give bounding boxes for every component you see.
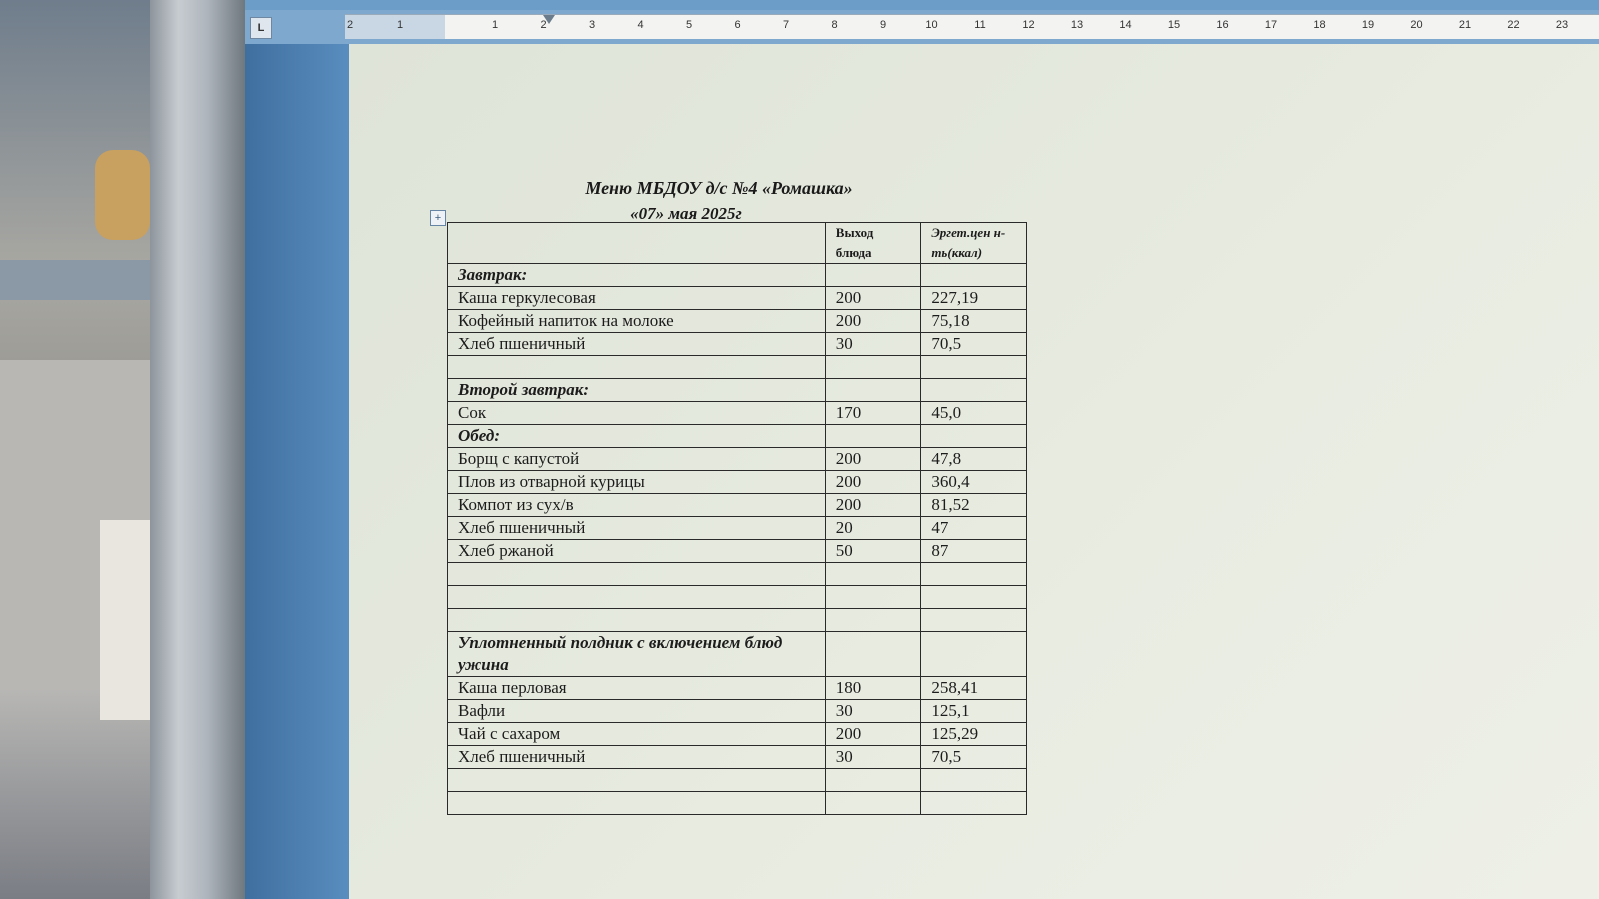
ruler-left-margin bbox=[345, 15, 445, 39]
ruler-number: 10 bbox=[925, 19, 938, 31]
table-row bbox=[448, 356, 1027, 379]
cell-energy[interactable] bbox=[921, 609, 1027, 632]
ruler-number: 7 bbox=[782, 19, 790, 31]
cell-dish-name[interactable]: Хлеб пшеничный bbox=[448, 746, 826, 769]
cell-energy[interactable]: 70,5 bbox=[921, 746, 1027, 769]
table-row bbox=[448, 746, 1027, 769]
cell-yield[interactable]: 200 bbox=[825, 494, 921, 517]
cell-dish-name[interactable]: Каша перловая bbox=[448, 677, 826, 700]
table-row bbox=[448, 700, 1027, 723]
cell-dish-name[interactable] bbox=[448, 356, 826, 379]
cell-energy[interactable]: 87 bbox=[921, 540, 1027, 563]
ruler-number: 13 bbox=[1070, 19, 1084, 31]
cell-yield[interactable] bbox=[825, 563, 921, 586]
cell-yield[interactable] bbox=[825, 609, 921, 632]
table-header-row bbox=[448, 223, 1027, 264]
ruler-number: 23 bbox=[1555, 19, 1569, 31]
cell-yield[interactable]: 200 bbox=[825, 310, 921, 333]
monitor-bezel bbox=[150, 0, 245, 899]
cell-yield[interactable]: 20 bbox=[825, 517, 921, 540]
ruler-number: 9 bbox=[879, 19, 887, 31]
ruler-number: 1 bbox=[396, 19, 404, 31]
cell-dish-name[interactable]: Хлеб пшеничный bbox=[448, 333, 826, 356]
table-row bbox=[448, 723, 1027, 746]
ruler-number: 15 bbox=[1167, 19, 1181, 31]
cell-yield[interactable] bbox=[825, 379, 921, 402]
cell-energy[interactable] bbox=[921, 769, 1027, 792]
table-row bbox=[448, 563, 1027, 586]
paper-stack bbox=[100, 520, 150, 720]
horizontal-ruler[interactable] bbox=[245, 10, 1599, 44]
table-row bbox=[448, 517, 1027, 540]
cell-dish-name[interactable]: Кофейный напиток на молоке bbox=[448, 310, 826, 333]
ruler-number: 11 bbox=[974, 19, 986, 31]
cell-dish-name[interactable] bbox=[448, 769, 826, 792]
table-section-row bbox=[448, 632, 1027, 677]
cell-yield[interactable]: 30 bbox=[825, 700, 921, 723]
table-row bbox=[448, 402, 1027, 425]
table-row bbox=[448, 540, 1027, 563]
cell-yield[interactable]: 200 bbox=[825, 471, 921, 494]
cell-dish-name[interactable]: Хлеб ржаной bbox=[448, 540, 826, 563]
left-page-margin-area bbox=[245, 44, 355, 899]
cell-energy[interactable] bbox=[921, 563, 1027, 586]
cell-energy[interactable]: 70,5 bbox=[921, 333, 1027, 356]
cell-energy[interactable]: 125,1 bbox=[921, 700, 1027, 723]
header-cell-yield[interactable]: Выход блюда bbox=[825, 223, 921, 264]
cell-yield[interactable] bbox=[825, 632, 921, 677]
table-row bbox=[448, 586, 1027, 609]
cell-dish-name[interactable]: Каша геркулесовая bbox=[448, 287, 826, 310]
table-row bbox=[448, 494, 1027, 517]
ruler-number: 20 bbox=[1410, 19, 1423, 31]
cell-energy[interactable] bbox=[921, 632, 1027, 677]
cell-energy[interactable]: 47 bbox=[921, 517, 1027, 540]
cell-dish-name[interactable]: Обед: bbox=[448, 425, 826, 448]
cell-energy[interactable]: 360,4 bbox=[921, 471, 1027, 494]
ruler-number: 5 bbox=[685, 19, 693, 31]
word-window bbox=[245, 0, 1599, 899]
cell-dish-name[interactable]: Борщ с капустой bbox=[448, 448, 826, 471]
cell-energy[interactable] bbox=[921, 356, 1027, 379]
cell-yield[interactable] bbox=[825, 356, 921, 379]
menu-table[interactable] bbox=[447, 222, 1027, 815]
ruler-number: 3 bbox=[588, 19, 596, 31]
cell-dish-name[interactable]: Чай с сахаром bbox=[448, 723, 826, 746]
cell-dish-name[interactable]: Завтрак: bbox=[448, 264, 826, 287]
document-page[interactable] bbox=[349, 44, 1599, 899]
ruler-number: 8 bbox=[831, 19, 838, 31]
cell-yield[interactable] bbox=[825, 425, 921, 448]
cell-dish-name[interactable]: Плов из отварной курицы bbox=[448, 471, 826, 494]
cell-energy[interactable]: 258,41 bbox=[921, 677, 1027, 700]
cell-energy[interactable]: 75,18 bbox=[921, 310, 1027, 333]
table-section-row bbox=[448, 425, 1027, 448]
cell-energy[interactable]: 227,19 bbox=[921, 287, 1027, 310]
table-row bbox=[448, 471, 1027, 494]
window-top-strip bbox=[245, 0, 1599, 10]
ruler-number: 6 bbox=[734, 19, 741, 31]
cell-yield[interactable]: 200 bbox=[825, 448, 921, 471]
cell-yield[interactable] bbox=[825, 264, 921, 287]
table-move-handle-icon[interactable]: + bbox=[430, 210, 446, 226]
table-row bbox=[448, 677, 1027, 700]
cell-energy[interactable] bbox=[921, 586, 1027, 609]
cell-yield[interactable] bbox=[825, 792, 921, 815]
ruler-number: 14 bbox=[1119, 19, 1132, 31]
cell-yield[interactable]: 30 bbox=[825, 746, 921, 769]
header-cell-energy[interactable]: Эргет.цен н-ть(ккал) bbox=[921, 223, 1027, 264]
cell-dish-name[interactable]: Уплотненный полдник с включением блюд ужина bbox=[448, 632, 826, 677]
ruler-number: 4 bbox=[637, 19, 644, 31]
cell-dish-name[interactable]: Компот из сух/в bbox=[448, 494, 826, 517]
document-title: Меню МБДОУ д/с №4 «Ромашка» bbox=[585, 178, 853, 198]
table-row bbox=[448, 310, 1027, 333]
cell-yield[interactable]: 50 bbox=[825, 540, 921, 563]
cell-energy[interactable]: 81,52 bbox=[921, 494, 1027, 517]
ruler-number: 17 bbox=[1264, 19, 1278, 31]
cell-dish-name[interactable] bbox=[448, 586, 826, 609]
cell-yield[interactable]: 170 bbox=[825, 402, 921, 425]
cell-energy[interactable] bbox=[921, 792, 1027, 815]
ruler-number: 2 bbox=[346, 19, 354, 31]
table-section-row bbox=[448, 264, 1027, 287]
ruler-number: 1 bbox=[491, 19, 499, 31]
ruler-number: 19 bbox=[1361, 19, 1375, 31]
table-row bbox=[448, 448, 1027, 471]
ruler-bar[interactable] bbox=[345, 14, 1599, 39]
cell-energy[interactable] bbox=[921, 425, 1027, 448]
ruler-number: 2 bbox=[540, 19, 547, 31]
bag bbox=[95, 150, 150, 240]
cell-yield[interactable]: 30 bbox=[825, 333, 921, 356]
cell-energy[interactable]: 125,29 bbox=[921, 723, 1027, 746]
tab-selector-button[interactable]: L bbox=[250, 17, 272, 39]
document-date: «07» мая 2025г bbox=[630, 204, 742, 223]
cell-dish-name[interactable] bbox=[448, 792, 826, 815]
table-row bbox=[448, 792, 1027, 815]
shelf bbox=[0, 260, 150, 300]
cell-dish-name[interactable]: Сок bbox=[448, 402, 826, 425]
cell-yield[interactable]: 200 bbox=[825, 287, 921, 310]
ruler-number: 22 bbox=[1507, 19, 1520, 31]
background-room bbox=[0, 0, 150, 899]
cell-dish-name[interactable]: Хлеб пшеничный bbox=[448, 517, 826, 540]
table-row bbox=[448, 769, 1027, 792]
table-row bbox=[448, 609, 1027, 632]
cell-energy[interactable]: 47,8 bbox=[921, 448, 1027, 471]
cell-yield[interactable]: 200 bbox=[825, 723, 921, 746]
cell-dish-name[interactable] bbox=[448, 609, 826, 632]
cell-yield[interactable] bbox=[825, 769, 921, 792]
table-row bbox=[448, 287, 1027, 310]
table-section-row bbox=[448, 379, 1027, 402]
cell-energy[interactable] bbox=[921, 379, 1027, 402]
ruler-number: 18 bbox=[1313, 19, 1326, 31]
cell-energy[interactable] bbox=[921, 264, 1027, 287]
cell-dish-name[interactable]: Второй завтрак: bbox=[448, 379, 826, 402]
ruler-number: 12 bbox=[1022, 19, 1035, 31]
cell-yield[interactable]: 180 bbox=[825, 677, 921, 700]
cell-yield[interactable] bbox=[825, 586, 921, 609]
ruler-number: 21 bbox=[1458, 19, 1472, 31]
cell-dish-name[interactable] bbox=[448, 563, 826, 586]
cell-dish-name[interactable]: Вафли bbox=[448, 700, 826, 723]
table-row bbox=[448, 333, 1027, 356]
cell-energy[interactable]: 45,0 bbox=[921, 402, 1027, 425]
ruler-number: 16 bbox=[1216, 19, 1229, 31]
header-cell-name[interactable] bbox=[448, 223, 826, 264]
